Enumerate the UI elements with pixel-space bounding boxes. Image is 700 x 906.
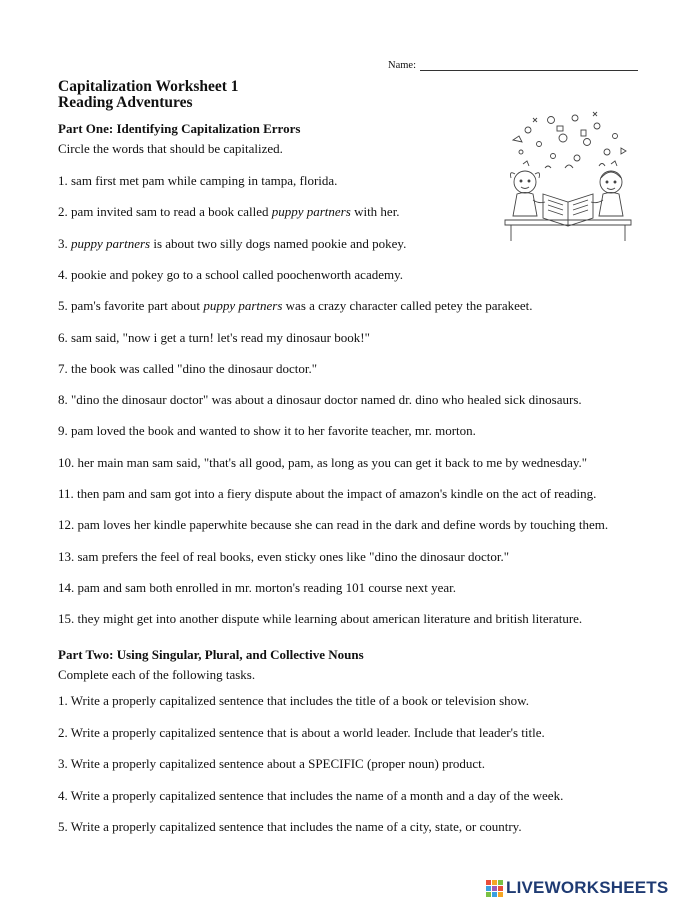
part-one-item [58,423,476,439]
liveworksheets-logo[interactable] [486,878,668,898]
part-one-item [58,517,608,533]
item-text[interactable]: 7. the book was called "dino the dinosaur doctor." [58,361,318,376]
item-text[interactable]: 13. sam prefers the feel of real books, even sticky ones like "dino the dinosaur doctor." [58,549,510,564]
item-text-continued[interactable]: was a crazy character called petey the parakeet. [282,298,533,313]
item-text[interactable]: 12. pam loves her kindle paperwhite because she can read in the dark and define words by touching them. [58,517,609,532]
part-two-task: 5. Write a properly capitalized sentence that includes the name of a city, state, or country. [58,819,522,834]
item-text-continued[interactable]: is about two silly dogs named pookie and pokey. [150,236,407,251]
worksheet-subtitle: Reading Adventures [58,94,193,111]
item-text[interactable]: 11. then pam and sam got into a fiery dispute about the impact of amazon's kindle on the act of reading. [58,486,597,501]
part-one-item [58,549,509,565]
name-blank-line[interactable] [420,60,638,71]
item-text[interactable]: 15. they might get into another dispute while learning about american literature and british literature. [58,611,583,626]
item-text-continued[interactable]: with her. [350,204,400,219]
book-title-italic[interactable]: puppy partners [271,204,351,219]
item-text[interactable]: 1. sam first met pam while camping in tampa, florida. [58,173,338,188]
item-text[interactable]: 8. "dino the dinosaur doctor" was about a dinosaur doctor named dr. dino who healed sick dinosaurs. [58,392,582,407]
part-one-item [58,580,456,596]
item-text[interactable]: 9. pam loved the book and wanted to show it to her favorite teacher, mr. morton. [58,423,476,438]
kids-reading-book-illustration [493,108,643,243]
item-text[interactable]: 10. her main man sam said, "that's all good, pam, as long as you can get it back to me by wednesday." [58,455,588,470]
part-one-item [58,173,337,189]
name-label: Name: [388,60,416,71]
part-two-task: 2. Write a properly capitalized sentence that is about a world leader. Include that leader's title. [58,725,545,740]
part-two-task: 1. Write a properly capitalized sentence that includes the title of a book or television show. [58,693,529,708]
item-text[interactable]: 14. pam and sam both enrolled in mr. morton's reading 101 course next year. [58,580,457,595]
liveworksheets-brand-text: LIVEWORKSHEETS [506,878,669,897]
part-one-instruction: Circle the words that should be capitalized. [58,141,283,156]
worksheet-title: Capitalization Worksheet 1 [58,78,239,95]
part-two-heading: Part Two: Using Singular, Plural, and Collective Nouns [58,647,364,662]
book-title-italic[interactable]: puppy partners [71,236,151,251]
item-text[interactable]: 5. pam's favorite part about [58,298,204,313]
part-one-item [58,236,406,252]
part-one-item [58,486,596,502]
item-text[interactable]: 2. pam invited sam to read a book called [58,204,272,219]
part-two-task: 3. Write a properly capitalized sentence about a SPECIFIC (proper noun) product. [58,756,486,771]
book-title-italic[interactable]: puppy partners [203,298,283,313]
part-one-item [58,361,317,377]
item-text[interactable]: 6. sam said, "now i get a turn! let's read my dinosaur book!" [58,330,370,345]
liveworksheets-logo-icon [486,880,503,897]
item-text[interactable]: 3. [58,236,71,251]
part-one-item [58,267,403,283]
part-one-heading: Part One: Identifying Capitalization Errors [58,121,301,136]
part-one-item [58,330,370,346]
part-one-item [58,298,533,314]
part-one-item [58,455,587,471]
part-one-item [58,611,582,627]
part-two-instruction: Complete each of the following tasks. [58,667,256,682]
name-field-row [388,60,638,71]
part-two-task: 4. Write a properly capitalized sentence that includes the name of a month and a day of the week. [58,788,564,803]
item-text[interactable]: 4. pookie and pokey go to a school called poochenworth academy. [58,267,403,282]
part-one-item [58,392,582,408]
part-one-item [58,204,400,220]
